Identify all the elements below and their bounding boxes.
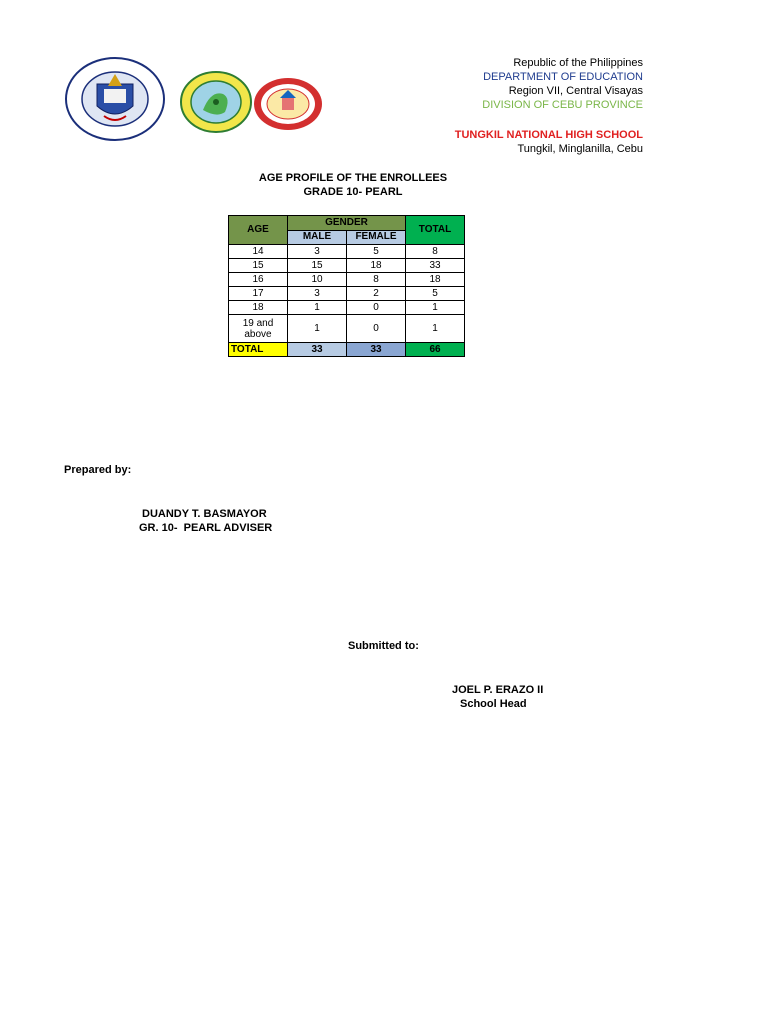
table-row (229, 287, 465, 301)
division-text: DIVISION OF CEBU PROVINCE (482, 99, 643, 111)
totals-total: 66 (406, 343, 465, 357)
male-cell: 1 (288, 315, 347, 343)
age-cell: 18 (229, 301, 288, 315)
age-cell: 19 and above (229, 315, 288, 343)
totals-label: TOTAL (229, 343, 288, 357)
table-row (229, 273, 465, 287)
deped-seal-icon (64, 56, 166, 142)
region-text: Region VII, Central Visayas (508, 85, 643, 97)
female-cell: 2 (347, 287, 406, 301)
total-cell: 5 (406, 287, 465, 301)
school-address: Tungkil, Minglanilla, Cebu (517, 143, 643, 155)
female-cell: 18 (347, 259, 406, 273)
table-row (229, 301, 465, 315)
female-cell: 0 (347, 315, 406, 343)
age-cell: 15 (229, 259, 288, 273)
school-seal-icon (252, 76, 324, 132)
male-header: MALE (288, 230, 347, 245)
male-cell: 3 (288, 287, 347, 301)
school-name: TUNGKIL NATIONAL HIGH SCHOOL (454, 129, 643, 141)
republic-text: Republic of the Philippines (513, 57, 643, 69)
table-row (229, 259, 465, 273)
report-subtitle: GRADE 10- PEARL (303, 186, 403, 198)
age-cell: 16 (229, 273, 288, 287)
department-text: DEPARTMENT OF EDUCATION (483, 71, 643, 83)
table-row (229, 315, 465, 343)
male-cell: 3 (288, 245, 347, 259)
totals-row (229, 343, 465, 357)
school-head-name: JOEL P. ERAZO II (452, 684, 544, 696)
age-cell: 17 (229, 287, 288, 301)
age-cell: 14 (229, 245, 288, 259)
male-cell: 1 (288, 301, 347, 315)
gender-header: GENDER (288, 216, 406, 231)
female-cell: 8 (347, 273, 406, 287)
preparer-name: DUANDY T. BASMAYOR (142, 508, 267, 520)
total-cell: 8 (406, 245, 465, 259)
female-header: FEMALE (347, 230, 406, 245)
preparer-title: GR. 10- PEARL ADVISER (139, 522, 273, 534)
male-cell: 15 (288, 259, 347, 273)
female-cell: 5 (347, 245, 406, 259)
male-cell: 10 (288, 273, 347, 287)
table-row (229, 245, 465, 259)
age-header: AGE (229, 216, 288, 245)
total-cell: 33 (406, 259, 465, 273)
totals-female: 33 (347, 343, 406, 357)
submitted-to-label: Submitted to: (348, 640, 419, 652)
totals-male: 33 (288, 343, 347, 357)
division-seal-icon (179, 70, 253, 134)
table-header-row (229, 216, 465, 231)
prepared-by-label: Prepared by: (64, 464, 132, 476)
total-cell: 1 (406, 301, 465, 315)
report-title: AGE PROFILE OF THE ENROLLEES (258, 172, 448, 184)
total-cell: 18 (406, 273, 465, 287)
total-cell: 1 (406, 315, 465, 343)
female-cell: 0 (347, 301, 406, 315)
school-head-title: School Head (460, 698, 527, 710)
age-profile-table (228, 215, 465, 357)
total-header: TOTAL (406, 216, 465, 245)
